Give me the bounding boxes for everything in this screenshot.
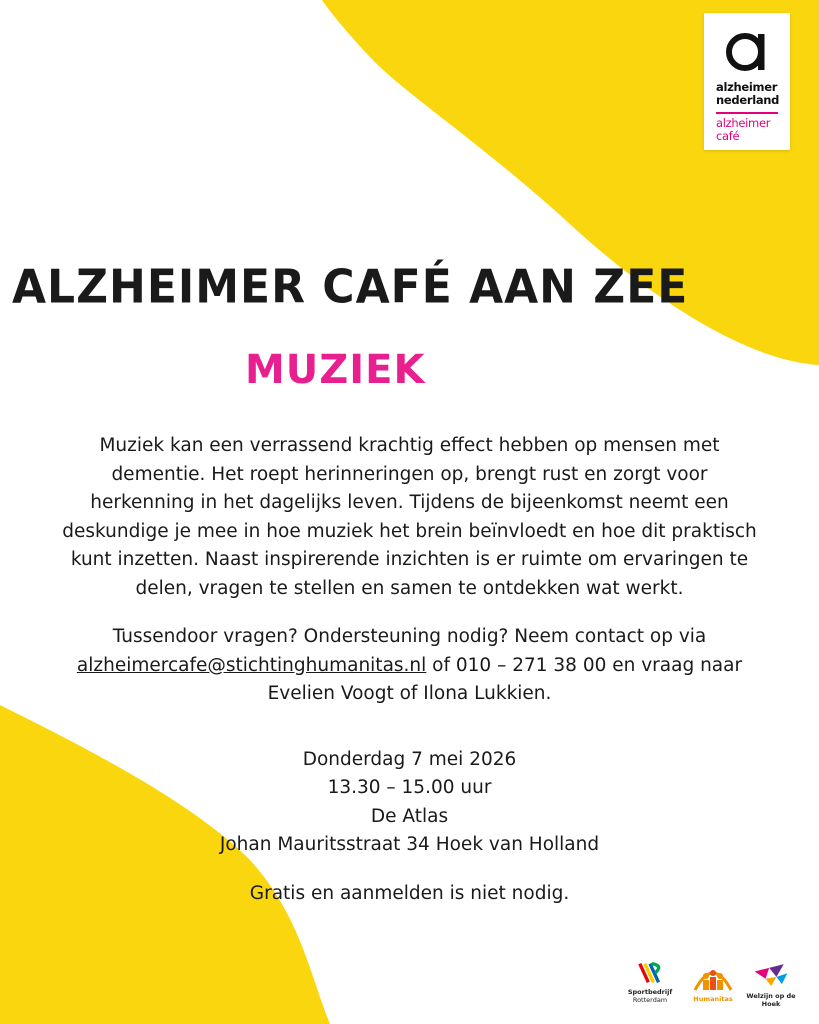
- logo-text-nederland: nederland: [716, 93, 780, 107]
- welzijn-label: Welzijn op de Hoek: [746, 992, 796, 1008]
- intro-paragraph: [30, 432, 789, 604]
- intro-line: herkenning in het dagelijks leven. Tijdens de bijeenkomst neemt een: [90, 492, 729, 514]
- event-address: Johan Mauritsstraat 34 Hoek van Holland: [219, 834, 600, 856]
- contact-line: Tussendoor vragen? Ondersteuning nodig? Neem contact op via: [112, 626, 707, 647]
- welzijn-bird-icon: [751, 962, 791, 990]
- contact-line: [30, 652, 789, 681]
- page-title: ALZHEIMER CAFÉ AAN ZEE: [12, 260, 689, 315]
- welzijn-op-de-hoek-logo: [739, 960, 803, 1010]
- sportbedrijf-label: Sportbedrijf: [627, 988, 673, 996]
- event-venue: De Atlas: [370, 805, 449, 827]
- contact-line: Evelien Voogt of Ilona Lukkien.: [267, 683, 552, 705]
- intro-line: deskundige je mee in hoe muziek het brein beïnvloedt en hoe dit praktisch: [62, 520, 757, 542]
- humanitas-logo: [684, 960, 742, 1010]
- intro-line: delen, vragen te stellen en samen te ontdekken wat werkt.: [135, 577, 684, 599]
- logo-divider: [716, 112, 778, 114]
- sportbedrijf-icon: [633, 960, 667, 986]
- humanitas-icon: [691, 960, 735, 996]
- sportbedrijf-rotterdam-logo: [621, 960, 679, 1010]
- intro-line: kunt inzetten. Naast inspirerende inzichten is er ruimte om ervaringen te: [70, 549, 749, 571]
- contact-paragraph: [30, 623, 789, 709]
- letter-a-logo-icon: [724, 27, 770, 77]
- intro-line: Muziek kan een verrassend krachtig effect hebben op mensen met: [99, 435, 720, 456]
- alzheimer-nederland-logo: [704, 13, 790, 150]
- event-details: [30, 746, 789, 860]
- logo-text-cafe: café: [716, 129, 740, 143]
- rotterdam-label: Rotterdam: [632, 996, 668, 1004]
- event-date: Donderdag 7 mei 2026: [302, 749, 517, 770]
- page-subtitle: MUZIEK: [245, 347, 426, 393]
- contact-phone-text: of 010 – 271 38 00 en vraag naar: [426, 654, 743, 676]
- logo-text-alzheimer-cafe: alzheimer: [716, 116, 771, 130]
- email-link[interactable]: alzheimercafe@stichtinghumanitas.nl: [76, 654, 427, 676]
- humanitas-label: Humanitas: [693, 995, 733, 1003]
- intro-line: dementie. Het roept herinneringen op, brengt rust en zorgt voor: [111, 463, 708, 485]
- logo-text-alzheimer: alzheimer: [716, 80, 778, 94]
- free-entry-note: Gratis en aanmelden is niet nodig.: [249, 883, 570, 904]
- event-time: 13.30 – 15.00 uur: [327, 777, 492, 799]
